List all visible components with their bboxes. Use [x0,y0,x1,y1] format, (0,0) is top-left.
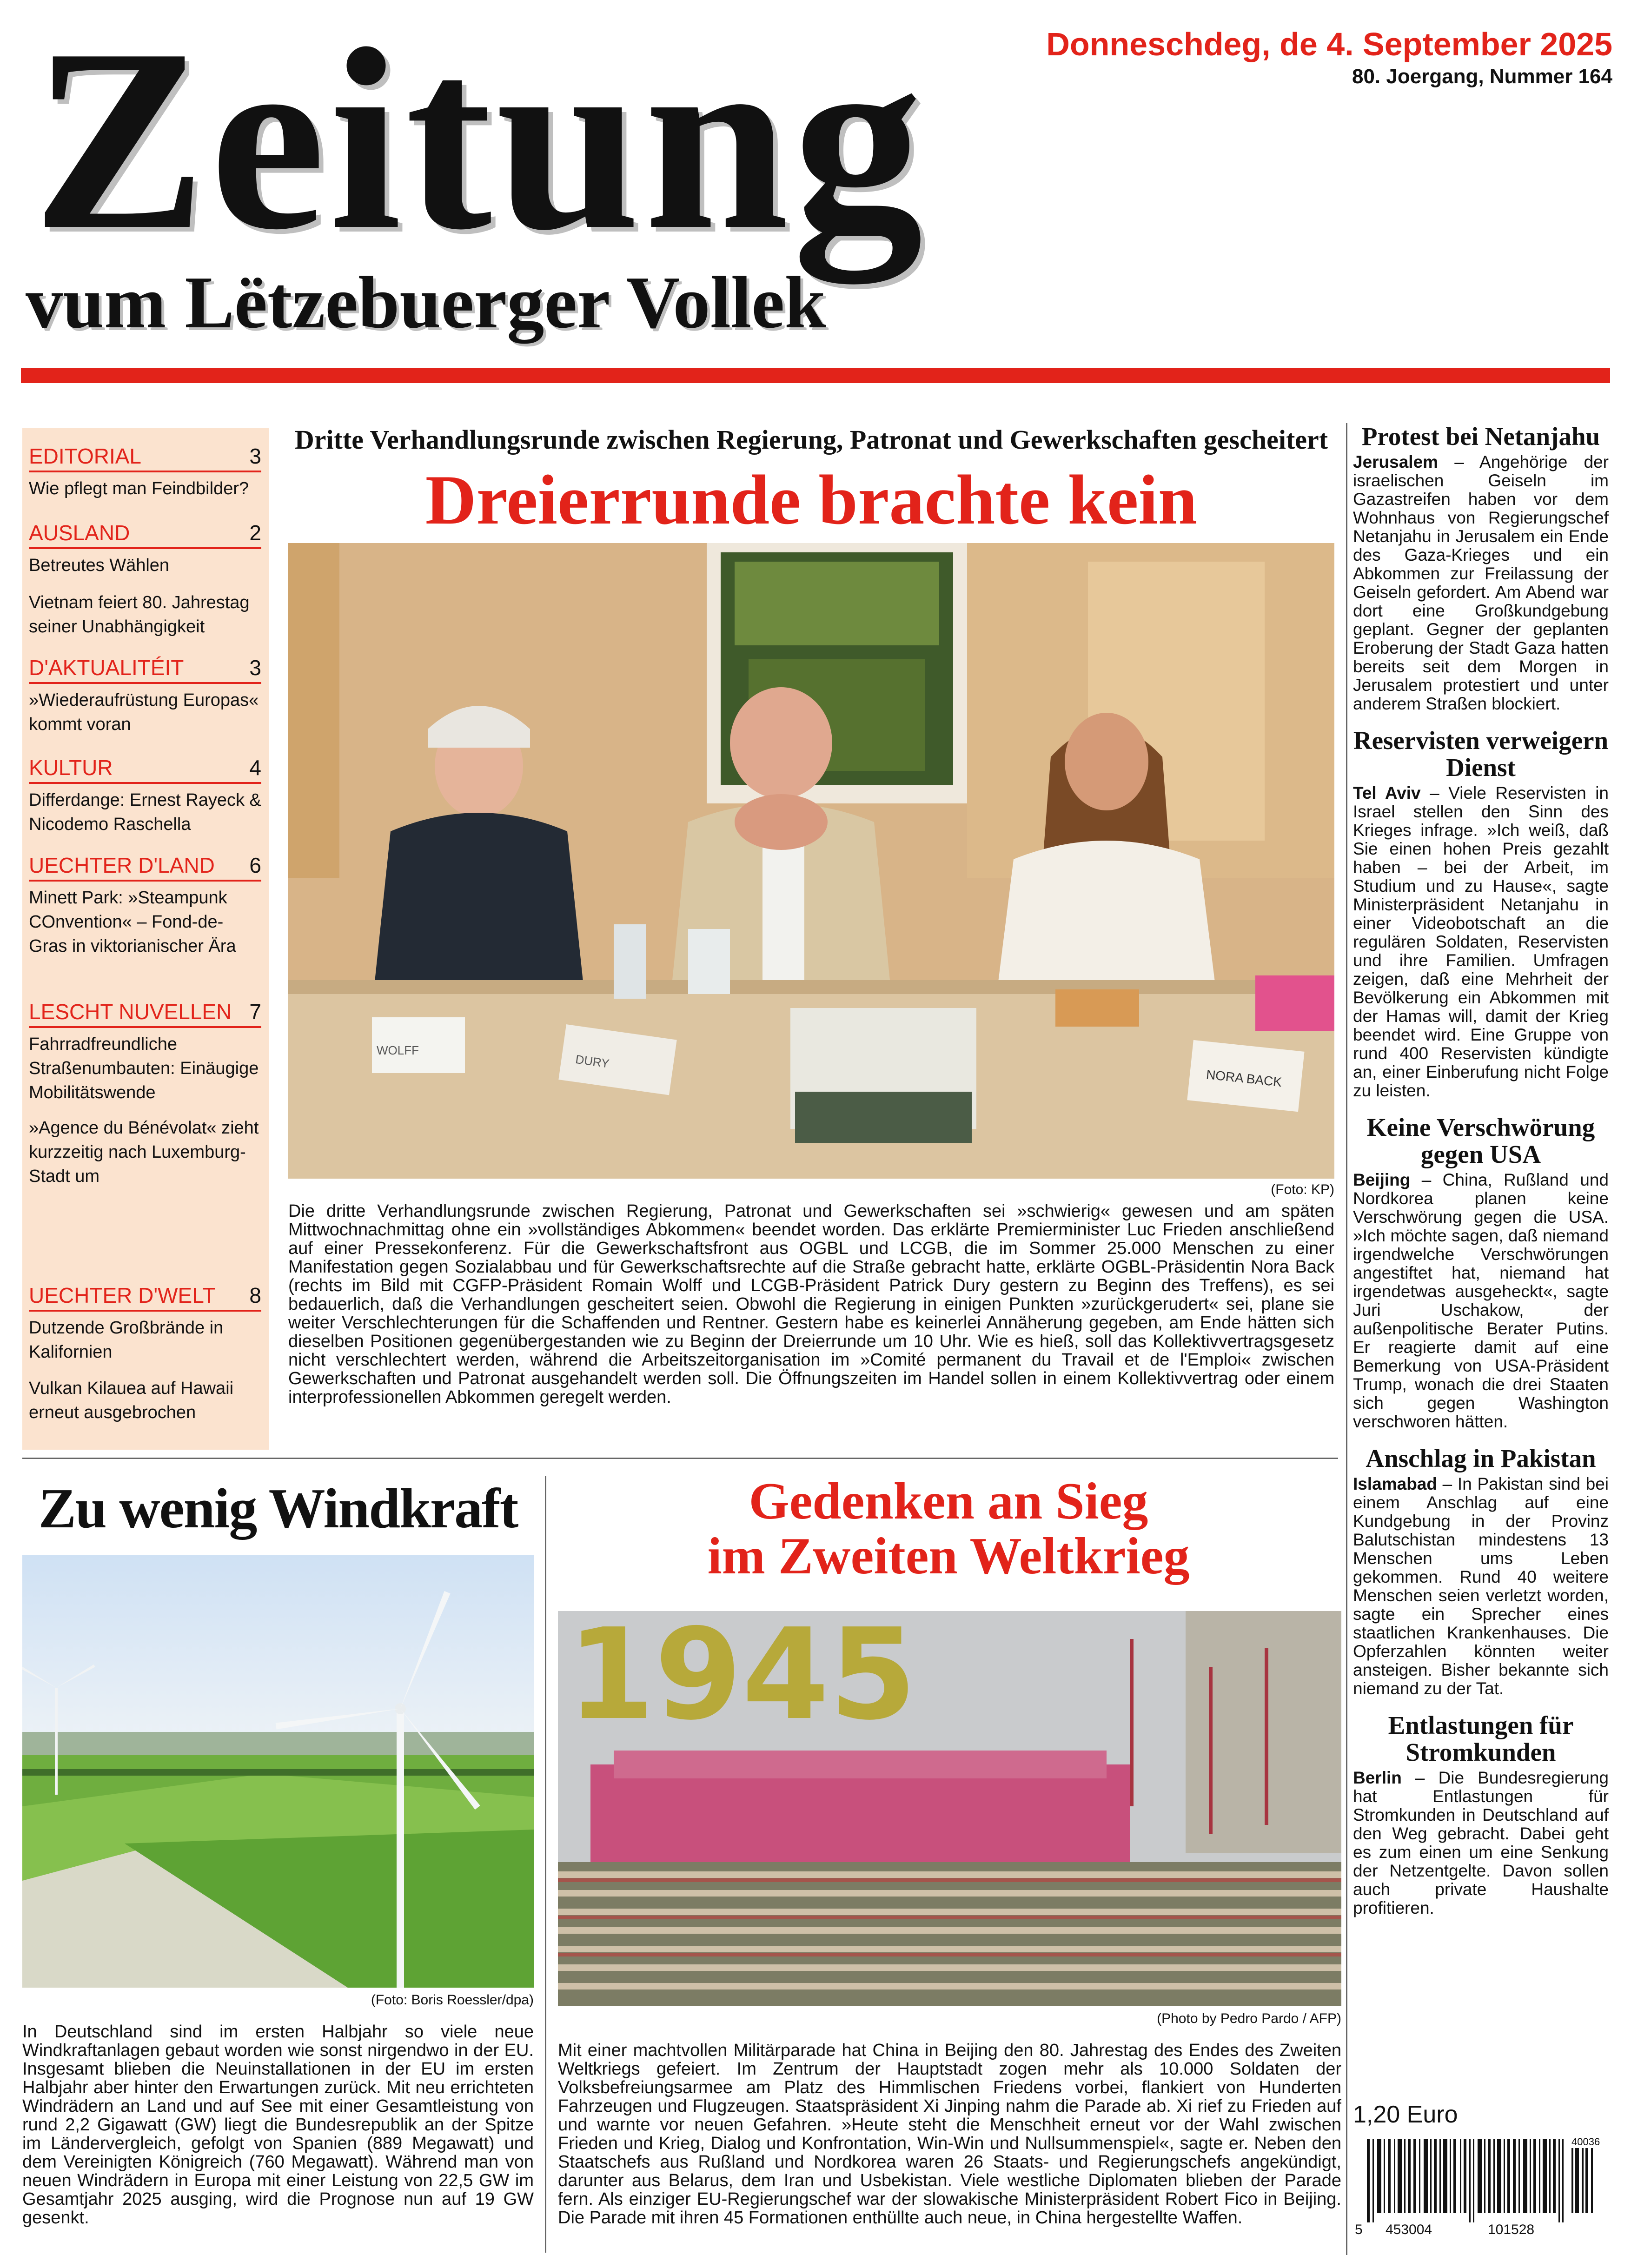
brief[interactable] [1353,1712,1609,1917]
index-box [22,428,269,1450]
briefs-column [1353,423,1609,1931]
column-divider [545,1476,546,2253]
lead-headline[interactable]: Dreierrunde brachte kein [425,461,1198,539]
index-item[interactable]: Dutzende Großbrände in Kalifornien [29,1318,224,1362]
name-card-label: WOLFF [377,1043,419,1057]
index-section[interactable]: UECHTER D'WELT 8 [29,1281,261,1312]
parade-photo-credit: (Photo by Pedro Pardo / AFP) [1157,2011,1341,2026]
lead-body: Die dritte Verhandlungsrunde zwischen Regierung, Patronat und Gewerkschaften sei »schwierig« gewesen und am späten Mittwochnachmittag ohne ein »vollständiges Abkommen« beendet worden. Das erklärte Premierminister Luc Frieden anschließend auf einer Pressekonferenz. Für die Gewerkschaftsfront aus OGBL und LCGB, die im Sommer 25.000 Menschen zu einer Manifestation gegen Sozialabbau und für Gewerkschaftsrechte auf die Straße gebracht hatte, erklärte OGBL-Präsidentin Nora Back (rechts im Bild mit CGFP-Präsident Romain Wolff und LCGB-Präsident Patrick Dury gestern zu Beginn des Treffens), es sei bedauerlich, daß die Verhandlungen gescheitert seien. Obwohl die Regierung in einigen Punkten »zurückgerudert« sei, plane sie weiter Verschlechterungen für die Schaffenden und Rentner. Gestern habe es keinerlei Annäherung gegeben, am Ende hätten sich dieselben Positionen gegenübergestanden wie zu Beginn der Dreierrunde um 10 Uhr. Wie es hieß, soll das Kollektivvertragsgesetz nicht verschlechtert werden, während die Arbeitszeitorganisation im »Comité permanent du Travail et de l'Emploi« zwischen Gewerkschaften und Patronat ausgehandelt werden soll. Die Öffnungszeiten im Handel sollen in einem Kollektivvertrag oder einem interprofessionellen Abkommen geregelt werden. [288,1201,1334,1407]
index-item[interactable]: Betreutes Wählen [29,556,170,575]
brief[interactable] [1353,1114,1609,1431]
index-item[interactable]: Vulkan Kilauea auf Hawaii erneut ausgebrochen [29,1379,234,1422]
masthead-rule [21,368,1610,383]
brief[interactable] [1353,1445,1609,1698]
index-item[interactable]: Vietnam feiert 80. Jahrestag seiner Unabhängigkeit [29,593,250,637]
wind-headline[interactable]: Zu wenig Windkraft [38,1477,518,1540]
issue-date: Donneschdeg, de 4. September 2025 [1046,26,1612,62]
parade-headline[interactable] [556,1474,1341,1584]
masthead-title: Zeitung [33,0,927,284]
barcode-digit: 5 [1355,2222,1363,2237]
issue-number: 80. Joergang, Nummer 164 [1352,65,1612,88]
index-section[interactable]: D'AKTUALITÉIT 3 [29,653,261,684]
index-item[interactable]: Wie pflegt man Feindbilder? [29,479,249,498]
barcode [1353,2134,1602,2241]
lead-photo-credit: (Foto: KP) [1271,1182,1334,1197]
brief[interactable] [1353,423,1609,713]
wind-body: In Deutschland sind im ersten Halbjahr so viele neue Windkraftanlagen gebaut worden wie sonst nirgendwo in der EU. Insgesamt blieben die Neuinstallationen in der EU im ersten Halbjahr aber hinter den Erwartungen zurück. Mit neu errichteten Windrädern an Land und auf See mit einer Gesamtleistung von rund 2,2 Gigawatt (GW) liegt die Bundesrepublik an der Spitze im Ländervergleich, gefolgt von Spanien (889 Megawatt) und dem Vereinigten Königreich (760 Megawatt). Während man von neuen Windrädern in Europa mit einer Leistung von 22,5 GW im Gesamtjahr 2025 ausging, wird die Prognose nun auf 19 GW gesenkt. [22,2022,534,2228]
wind-photo [22,1555,534,1988]
index-item[interactable]: Minett Park: »Steampunk COnvention« – Fond-de-Gras in viktorianischer Ära [29,888,236,956]
parade-headline-line: Gedenken an Sieg [749,1472,1148,1530]
brief-text: Beijing – China, Rußland und Nordkorea planen keine Verschwörung gegen die USA. »Ich möchte sagen, daß niemand irgendwelche Verschwörungen angestiftet hat, niemand hat irgendetwas ausgeheckt«, sagte Juri Uschakow, der außenpolitische Berater Putins. Er reagierte damit auf eine Bemerkung von USA-Präsident Trump, wonach die drei Staaten sich gegen Washington verschworen hätten. [1353,1170,1609,1431]
brief-headline: Keine Verschwörung gegen USA [1366,1113,1595,1168]
brief-text: Berlin – Die Bundesregierung hat Entlastungen für Stromkunden in Deutschland auf den Weg gebracht. Dabei geht es zum einen um eine Senkung der Netzentgelte. Davon sollen auch private Haushalte profitieren. [1353,1768,1609,1917]
index-item[interactable]: Differdange: Ernest Rayeck & Nicodemo Raschella [29,790,261,834]
index-section[interactable]: LESCHT NUVELLEN 7 [29,997,261,1028]
name-card-label: DURY [574,1052,610,1071]
index-item[interactable]: Fahrradfreundliche Straßenumbauten: Einäugige Mobilitätswende [29,1035,259,1102]
brief-text: Jerusalem – Angehörige der israelischen Geiseln im Gazastreifen haben vor dem Wohnhaus von Regierungschef Netanjahu in Jerusalem ein Ende des Gaza-Krieges und ein Abkommen zur Freilassung der Geiseln gefordert. Am Abend war dort eine Großkundgebung geplant. Gegner der geplanten Eroberung der Stadt Gaza hatten bereits seit dem Morgen in Jerusalem protestiert und unter anderem Straßen blockiert. [1353,452,1609,713]
index-item[interactable]: »Wiederaufrüstung Europas« kommt voran [29,690,259,734]
parade-headline-line: im Zweiten Weltkrieg [707,1527,1190,1585]
masthead-subtitle: vum Lëtzebuerger Vollek [26,261,826,344]
brief-text: Islamabad – In Pakistan sind bei einem Anschlag auf eine Kundgebung in der Provinz Balutschistan mindestens 13 Menschen ums Leben gekommen. Rund 40 weitere Menschen seien verletzt worden, sagte ein Sprecher eines staatlichen Krankenhauses. Die Opferzahlen könnten weiter ansteigen. Bisher bekannte sich niemand zu der Tat. [1353,1474,1609,1698]
index-section[interactable]: KULTUR 4 [29,753,261,784]
parade-body: Mit einer machtvollen Militärparade hat China in Beijing den 80. Jahrestag des Endes des Zweiten Weltkriegs gefeiert. Im Zentrum der Hauptstadt zogen mehr als 10.000 Soldaten der Volksbefreiungsarmee am Platz des Himmlischen Friedens vorbei, flankiert von Hunderten Fahrzeugen und Flugzeugen. Staatspräsident Xi Jinping nahm die Parade ab. Xi rief zu Frieden auf und warnte vor neuen Gefahren. »Heute steht die Menschheit erneut vor der Wahl zwischen Frieden und Krieg, Dialog und Konfrontation, Win-Win und Nullsummenspiel«, sagte er. Neben den Staatschefs aus Rußland und Nordkorea waren 26 Staats- und Regierungschefs angekündigt, darunter aus Belarus, dem Iran und Usbekistan. Viele westliche Diplomaten blieben der Parade fern. Als einziger EU-Regierungschef war der slowakische Ministerpräsident Robert Fico in Beijing. Die Parade mit ihren 45 Formationen enthüllte auch neue, in China hergestellte Waffen. [558,2041,1341,2228]
price-label: 1,20 Euro [1353,2101,1458,2128]
column-divider [1346,423,1347,2255]
lead-photo [288,543,1334,1179]
section-divider [22,1458,1338,1459]
barcode-digits: 453004 [1386,2222,1432,2237]
index-section[interactable]: UECHTER D'LAND 6 [29,851,261,882]
lead-kicker: Dritte Verhandlungsrunde zwischen Regierung, Patronat und Gewerkschaften gescheitert [294,424,1328,455]
wind-photo-credit: (Foto: Boris Roessler/dpa) [371,1992,534,2008]
brief-headline: Protest bei Netanjahu [1361,422,1600,451]
parade-year-sign: 1945 [567,1611,917,1748]
brief-text: Tel Aviv – Viele Reservisten in Israel stellen den Sinn des Krieges infrage. »Ich weiß, daß Sie einen hohen Preis gezahlt haben – bei der Arbeit, im Studium und zu Hause«, sagte Ministerpräsident Netanjahu in einer Videobotschaft an die regulären Soldaten, Reservisten und ihre Familien. Umfragen zeigen, daß eine Mehrheit der Bevölkerung ein Abkommen mit der Hamas will, damit der Krieg beendet wird. Eine Gruppe von rund 400 Reservisten kündigte an, einer Einberufung nicht Folge zu leisten. [1353,783,1609,1100]
index-section[interactable]: AUSLAND 2 [29,518,261,549]
index-item[interactable]: »Agence du Bénévolat« zieht kurzzeitig nach Luxemburg-Stadt um [29,1118,259,1186]
parade-photo [558,1611,1341,2006]
brief-headline: Anschlag in Pakistan [1366,1444,1596,1472]
barcode-addon-number: 40036 [1571,2136,1600,2148]
brief[interactable] [1353,727,1609,1100]
brief-headline: Reservisten verweigern Dienst [1353,726,1609,782]
name-card-label: NORA BACK [1205,1067,1283,1090]
brief-headline: Entlastungen für Stromkunden [1388,1711,1574,1766]
barcode-digits: 101528 [1488,2222,1535,2237]
index-section[interactable]: EDITORIAL 3 [29,442,261,472]
